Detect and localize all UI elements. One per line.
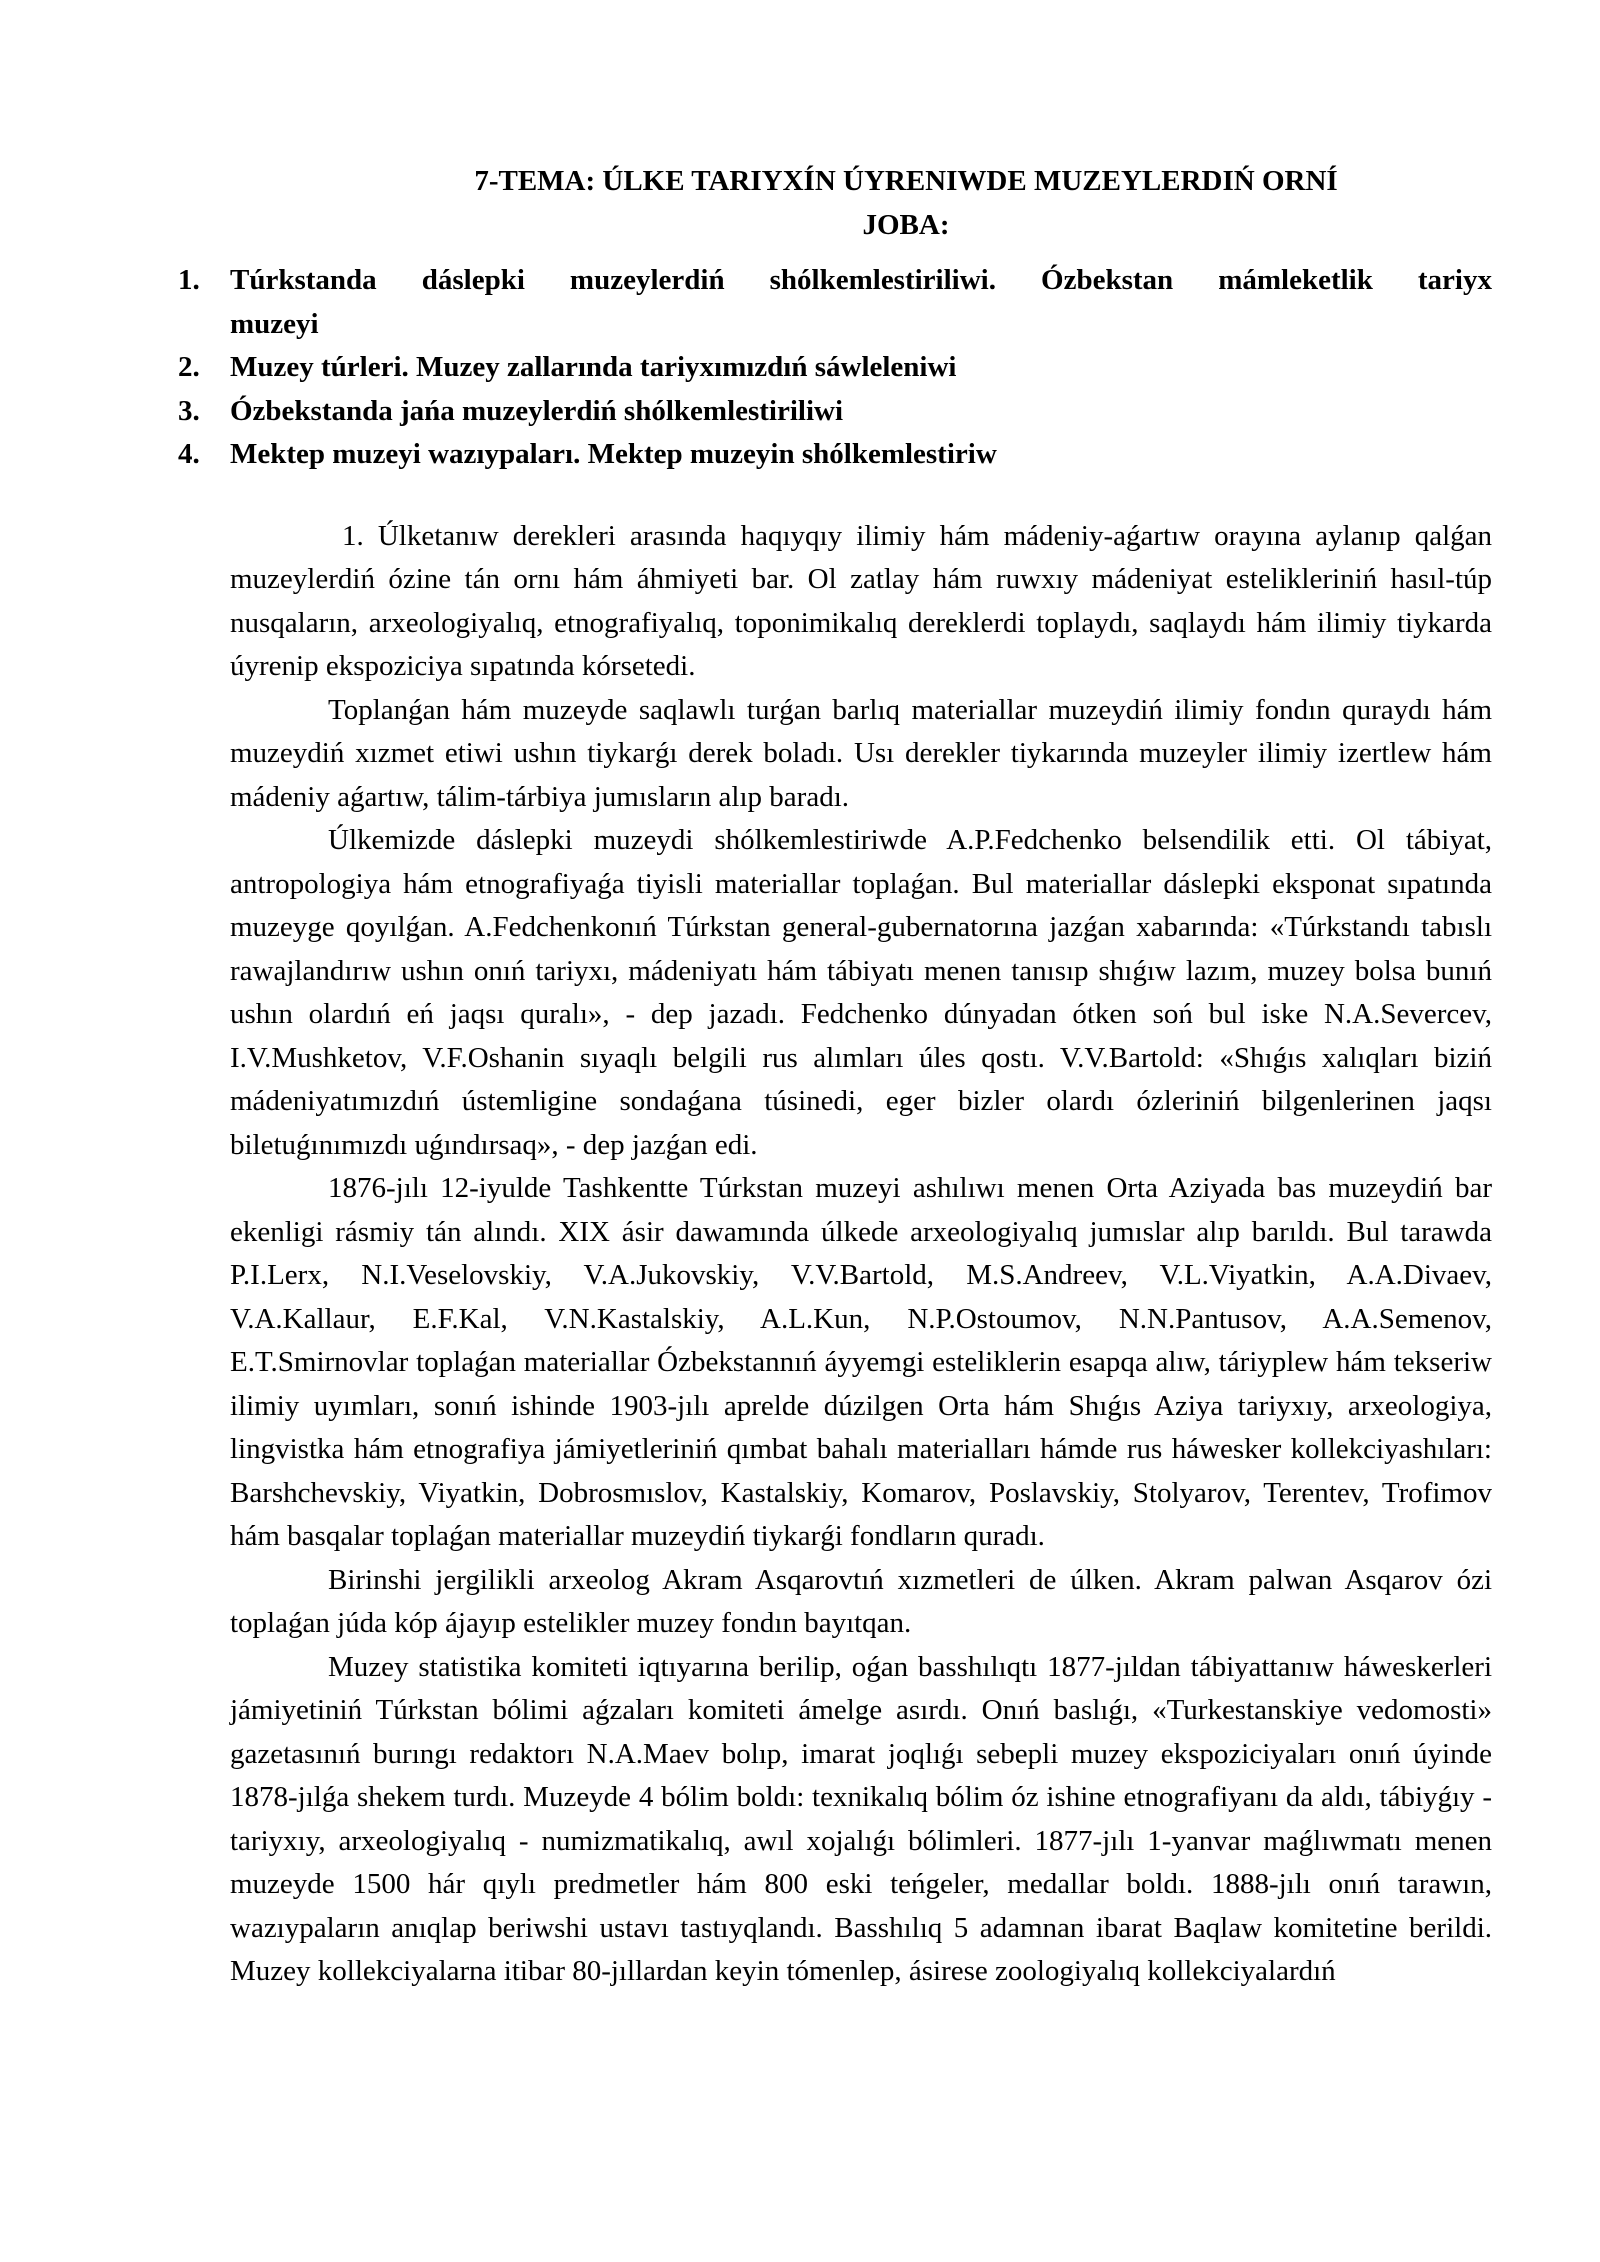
plan-label: JOBA:: [862, 208, 950, 241]
plan-item: [178, 346, 1492, 390]
body-paragraph: 1876-jılı 12-iyulde Tashkentte Túrkstan muzeyi ashılıwı menen Orta Aziyada bas muzeydiń bar ekenligi rásmiy tán alındı. XIX ásir dawamında úlkede arxeologiyalıq jumıslar alıp barıldı. Bul tarawda P.I.Lerx, N.I.Veselovskiy, V.A.Jukovskiy, V.V.Bartold, M.S.Andreev, V.L.Viyatkin, A.A.Divaev, V.A.Kallaur, E.F.Kal, V.N.Kastalskiy, A.L.Kun, N.P.Ostoumov, N.N.Pantusov, A.A.Semenov, E.T.Smirnovlar toplaǵan materiallar Ózbekstannıń áyyemgi esteliklerin esapqa alıw, táriyplew hám tekseriw ilimiy uyımları, sonıń ishinde 1903-jılı aprelde dúzilgen Orta hám Shıǵıs Aziya tariyxıy, arxeologiya, lingvistka hám etnografiya jámiyetleriniń qımbat bahalı materialları hámde rus háwesker kollekciyashıları: Barshchevskiy, Viyatkin, Dobrosmıslov, Kastalskiy, Komarov, Poslavskiy, Stolyarov, Terentev, Trofimov hám basqalar toplaǵan materiallar muzeydiń tiykarǵi fondların quradı.: [230, 1172, 1492, 1552]
page-title: 7-TEMA: ÚLKE TARIYXÍN ÚYRENIWDE MUZEYLERDIŃ ORNÍ: [474, 165, 1338, 197]
plan-item-text: Mektep muzeyi wazıypaları. Mektep muzeyin shólkemlestiriw: [230, 438, 997, 470]
body-paragraph: 1. Úlketanıw derekleri arasında haqıyqıy ilimiy hám mádeniy-aǵartıw orayına aylanıp qalǵan muzeylerdiń ózine tán ornı hám áhmiyeti bar. Ol zatlay hám ruwxıy mádeniyat estelikleriniń hasıl-túp nusqaların, arxeologiyalıq, etnografiyalıq, toponimikalıq dereklerdi toplaydı, saqlaydı hám ilimiy tiykarda úyrenip ekspoziciya sıpatında kórsetedi.: [230, 519, 1492, 682]
body-paragraph: Birinshi jergilikli arxeolog Akram Asqarovtıń xızmetleri de úlken. Akram palwan Asqarov ózi toplaǵan júda kóp ájayıp estelikler muzey fondın bayıtqan.: [230, 1563, 1492, 1639]
plan-item-text-continued: muzeyi: [230, 307, 319, 340]
plan-item: [178, 259, 1492, 346]
plan-item-text: Túrkstanda dáslepki muzeylerdiń shólkemlestiriliwi. Ózbekstan mámleketlik tariyx: [230, 264, 1492, 296]
plan-item-text: Ózbekstanda jańa muzeylerdiń shólkemlestiriliwi: [230, 394, 844, 427]
plan-item-text: Muzey túrleri. Muzey zallarında tariyxımızdıń sáwleleniwi: [230, 351, 957, 383]
plan-item-number: 2.: [178, 351, 200, 383]
plan-list: [178, 259, 1492, 477]
plan-item-number: 3.: [178, 394, 200, 427]
plan-item: [178, 390, 1492, 434]
body-paragraph: Úlkemizde dáslepki muzeydi shólkemlestiriwde A.P.Fedchenko belsendilik etti. Ol tábiyat, antropologiya hám etnografiyaǵa tiyisli materiallar toplaǵan. Bul materiallar dáslepki eksponat sıpatında muzeyge qoyılǵan. A.Fedchenkonıń Túrkstan general-gubernatorına jazǵan xabarında: «Túrkstandı tabıslı rawajlandırıw ushın onıń tariyxı, mádeniyatı hám tábiyatı menen tanısıp shıǵıw lazım, muzey bolsa bunıń ushın olardıń eń jaqsı quralı», - dep jazadı. Fedchenko dúnyadan ótken soń bul iske N.A.Severcev, I.V.Mushketov, V.F.Oshanin sıyaqlı belgili rus alımları úles qostı. V.V.Bartold: «Shıǵıs xalıqları biziń mádeniyatımızdıń ústemligine sondaǵana túsinedi, eger bizler olardı ózleriniń bilgenlerinen jaqsı biletuǵınımızdı uǵındırsaq», - dep jazǵan edi.: [230, 824, 1492, 1161]
document-body: [178, 160, 1492, 1994]
plan-item: [178, 433, 1492, 477]
body-paragraph: Muzey statistika komiteti iqtıyarına berilip, oǵan basshılıqtı 1877-jıldan tábiyattanıw háweskerleri jámiyetiniń Túrkstan bólimi aǵzaları komiteti ámelge asırdı. Onıń baslıǵı, «Turkestanskiye vedomosti» gazetasınıń burıngı redaktorı N.A.Maev bolıp, imarat joqlıǵı sebepli muzey ekspoziciyaları onıń úyinde 1878-jılǵa shekem turdı. Muzeyde 4 bólim boldı: texnikalıq bólim óz ishine etnografiyanı da aldı, tábiyǵıy - tariyxıy, arxeologiyalıq - numizmatikalıq, awıl xojalıǵı bólimleri. 1877-jılı 1-yanvar maǵlıwmatı menen muzeyde 1500 hár qıylı predmetler hám 800 eski teńgeler, medallar boldı. 1888-jılı onıń tarawın, wazıypaların anıqlap beriwshi ustavı tastıyqlandı. Basshılıq 5 adamnan ibarat Baqlaw komitetine berildi. Muzey kollekciyalarna itibar 80-jıllardan keyin tómenlep, ásirese zoologiyalıq kollekciyalardıń: [230, 1650, 1492, 1987]
plan-item-number: 4.: [178, 438, 200, 470]
plan-item-number: 1.: [178, 264, 200, 296]
body-paragraph: Toplanǵan hám muzeyde saqlawlı turǵan barlıq materiallar muzeydiń ilimiy fondın quraydı hám muzeydiń xızmet etiwi ushın tiykarǵı derek boladı. Usı derekler tiykarında muzeyler ilimiy izertlew hám mádeniy aǵartıw, tálim-tárbiya jumısların alıp baradı.: [230, 693, 1492, 813]
